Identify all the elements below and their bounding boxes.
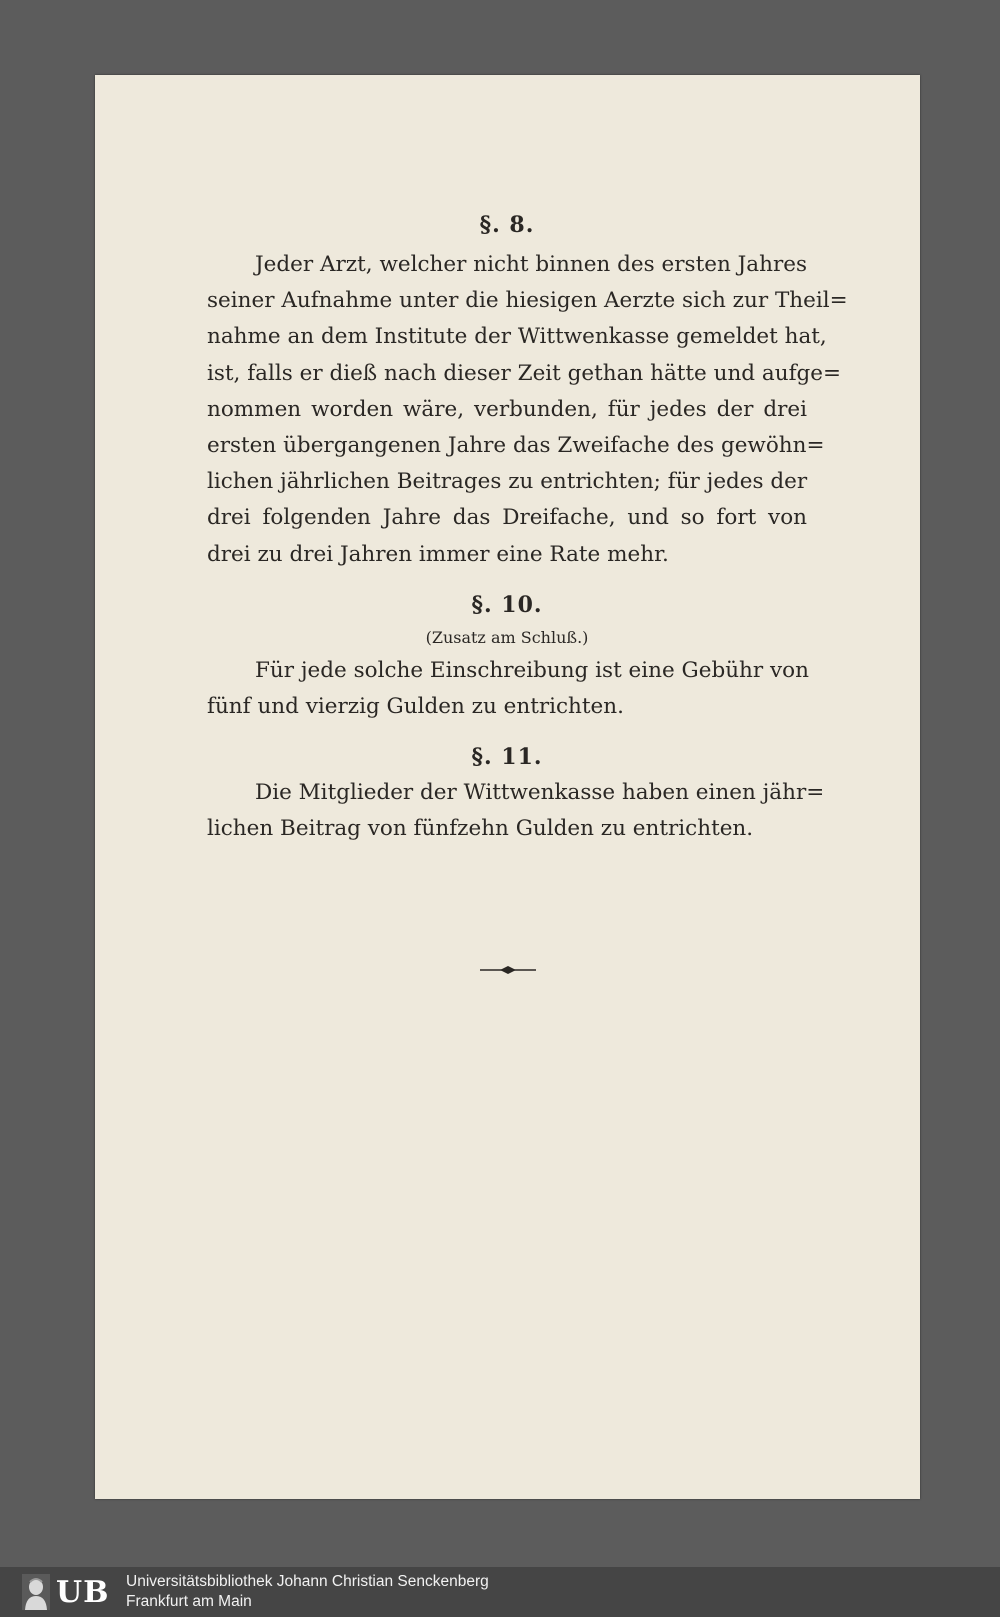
ornament-divider-icon (478, 963, 538, 977)
document-text (207, 207, 848, 848)
text-line: Jeder Arzt, welcher nicht binnen des ersten Jahres (255, 252, 807, 277)
logo-text: UB (56, 1574, 110, 1610)
text-line: ist, falls er dieß nach dieser Zeit gethan hätte und aufge= (207, 360, 842, 386)
library-name (126, 1572, 489, 1612)
section-10-subheading: (Zusatz am Schluß.) (425, 627, 589, 647)
section-11-paragraph (207, 775, 825, 847)
section-8-heading: §. 8. (479, 212, 535, 238)
text-line: Die Mitglieder der Wittwenkasse haben einen jähr= (255, 780, 825, 806)
text-line: lichen Beitrag von fünfzehn Gulden zu entrichten. (207, 816, 754, 842)
library-name-line2: Frankfurt am Main (126, 1593, 252, 1610)
section-10-paragraph (207, 653, 807, 725)
text-line: ersten übergangenen Jahre das Zweifache des gewöhn= (207, 433, 825, 459)
section-10-heading: §. 10. (471, 591, 543, 618)
section-8-paragraph (207, 247, 848, 573)
text-line: seiner Aufnahme unter die hiesigen Aerzte sich zur Theil= (207, 288, 848, 314)
text-line: nahme an dem Institute der Wittwenkasse gemeldet hat, (207, 324, 827, 350)
library-footer-bar (0, 1567, 1000, 1617)
library-logo (22, 1574, 122, 1610)
text-line: drei folgenden Jahre das Dreifache, und so fort von (207, 505, 807, 531)
section-11-heading: §. 11. (471, 744, 543, 771)
senckenberg-portrait-icon (22, 1574, 50, 1610)
text-line: Für jede solche Einschreibung ist eine Gebühr von (255, 657, 809, 683)
library-name-line1: Universitätsbibliothek Johann Christian Senckenberg (126, 1573, 489, 1590)
text-line: fünf und vierzig Gulden zu entrichten. (207, 694, 624, 720)
text-line: lichen jährlichen Beitrages zu entrichten; für jedes der (207, 469, 808, 495)
document-page (95, 75, 920, 1499)
text-line: drei zu drei Jahren immer eine Rate mehr. (207, 541, 669, 567)
text-line: nommen worden wäre, verbunden, für jedes der drei (207, 396, 807, 422)
